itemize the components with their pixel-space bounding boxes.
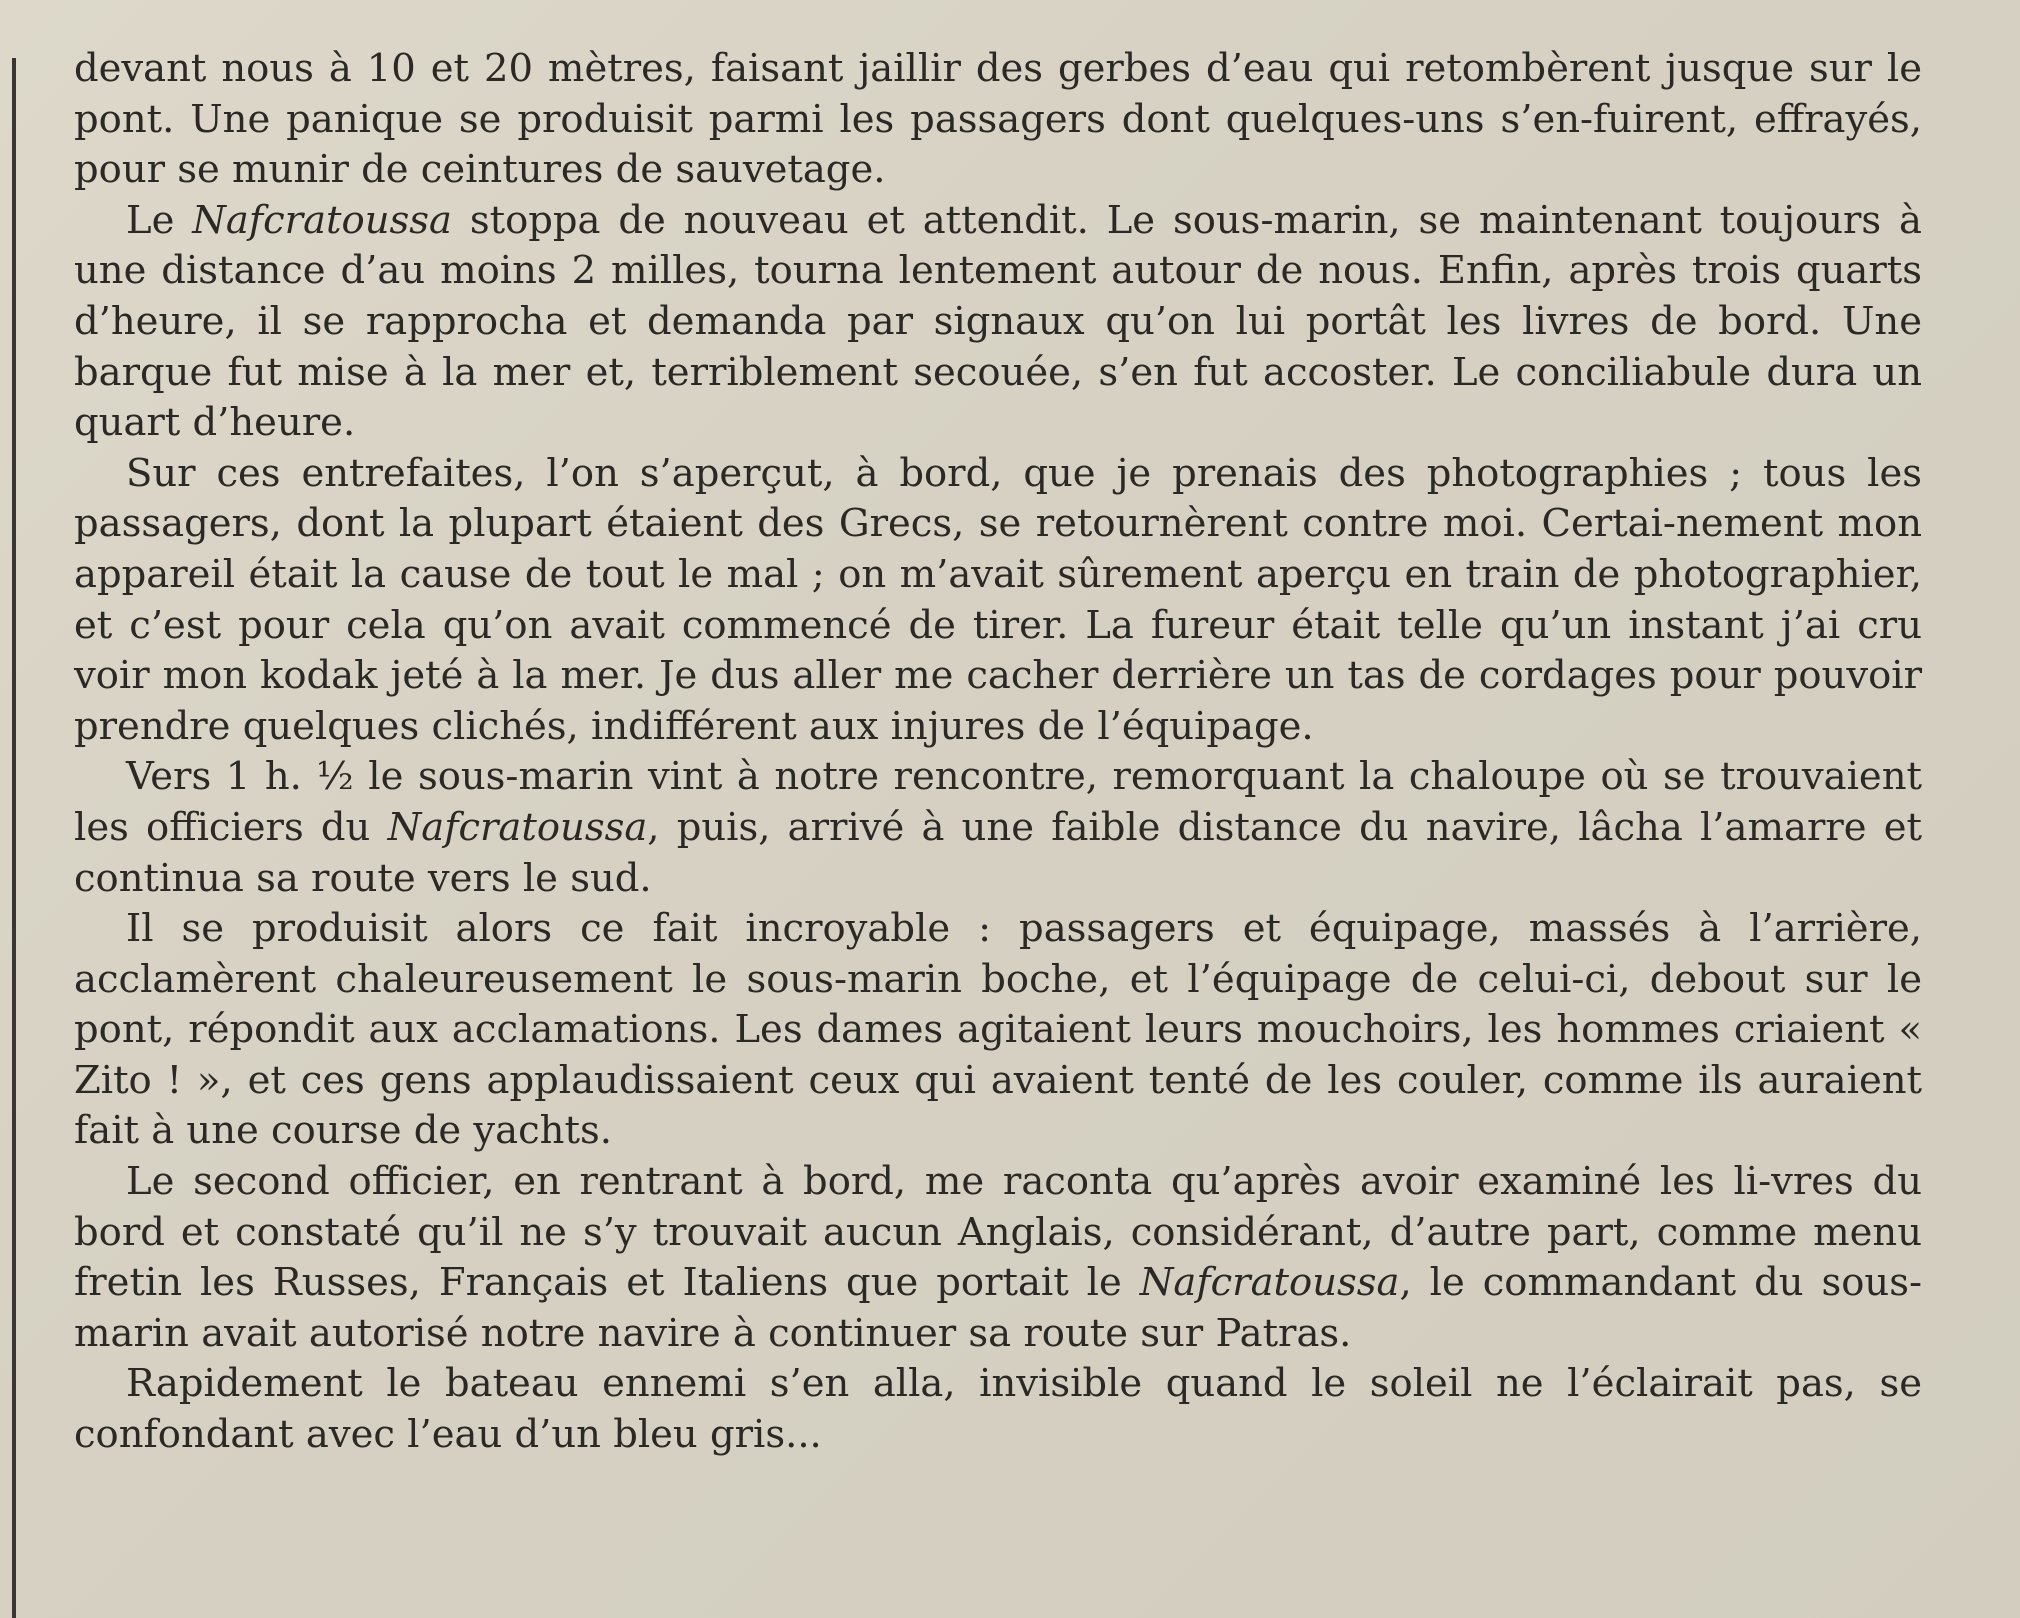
left-margin-rule <box>12 58 16 1618</box>
ship-name: Nafcratoussa <box>387 804 648 850</box>
text-run: Sur ces entrefaites, l’on s’aperçut, à bord, que je prenais des photographies ; tous les passagers, dont la plupart étaient des Grecs, se retournèrent contre moi. Certai-nement mon appareil était la cause de tout le mal ; on m’avait sûrement aperçu en train de photographier, et c’est pour cela qu’on avait commencé de tirer. La fureur était telle qu’un instant j’ai cru voir mon kodak jeté à la mer. Je dus aller me cacher derrière un tas de cordages pour pouvoir prendre quelques clichés, indifférent aux injures de l’équipage. <box>74 450 1922 749</box>
paragraph <box>74 1157 1922 1359</box>
paragraph <box>74 196 1922 449</box>
body-text <box>74 44 1922 1461</box>
ship-name: Nafcratoussa <box>1139 1260 1400 1306</box>
text-run: Il se produisit alors ce fait incroyable : passagers et équipage, massés à l’arrière, acclamèrent chaleureusement le sous-marin boche, et l’équipage de celui-ci, debout sur le pont, répondit aux acclamations. Les dames agitaient leurs mouchoirs, les hommes criaient « Zito ! », et ces gens applaudissaient ceux qui avaient tenté de les couler, comme ils auraient fait à une course de yachts. <box>74 906 1922 1154</box>
text-run: Vers 1 h. ½ le sous-marin vint à notre rencontre, remorquant la chaloupe où se trouvaient les officiers du <box>74 754 1922 850</box>
ship-name: Nafcratoussa <box>192 197 452 243</box>
paragraph <box>74 44 1922 196</box>
text-run: Le second officier, en rentrant à bord, me raconta qu’après avoir examiné les li-vres du bord et constaté qu’il ne s’y trouvait aucun Anglais, considérant, d’autre part, comme menu fretin les Russes, Français et Italiens que portait le <box>74 1159 1922 1306</box>
paragraph <box>74 1359 1922 1460</box>
paragraph <box>74 752 1922 904</box>
text-run: Rapidement le bateau ennemi s’en alla, invisible quand le soleil ne l’éclairait pas, se confondant avec l’eau d’un bleu gris... <box>74 1361 1922 1458</box>
text-run: , le commandant du sous-marin avait autorisé notre navire à continuer sa route sur Patras. <box>74 1260 1922 1356</box>
text-run: Le <box>126 197 193 243</box>
text-run: devant nous à 10 et 20 mètres, faisant jaillir des gerbes d’eau qui retombèrent jusque sur le pont. Une panique se produisit parmi les passagers dont quelques-uns s’en-fuirent, effrayés, pour se munir de ceintures de sauvetage. <box>74 46 1922 193</box>
paragraph <box>74 449 1922 753</box>
text-run: stoppa de nouveau et attendit. Le sous-marin, se maintenant toujours à une distance d’au moins 2 milles, tourna lentement autour de nous. Enfin, après trois quarts d’heure, il se rapprocha et demanda par signaux qu’on lui portât les livres de bord. Une barque fut mise à la mer et, terriblement secouée, s’en fut accoster. Le conciliabule dura un quart d’heure. <box>74 197 1922 446</box>
text-run: , puis, arrivé à une faible distance du navire, lâcha l’amarre et continua sa route vers le sud. <box>74 804 1922 901</box>
paragraph <box>74 904 1922 1157</box>
